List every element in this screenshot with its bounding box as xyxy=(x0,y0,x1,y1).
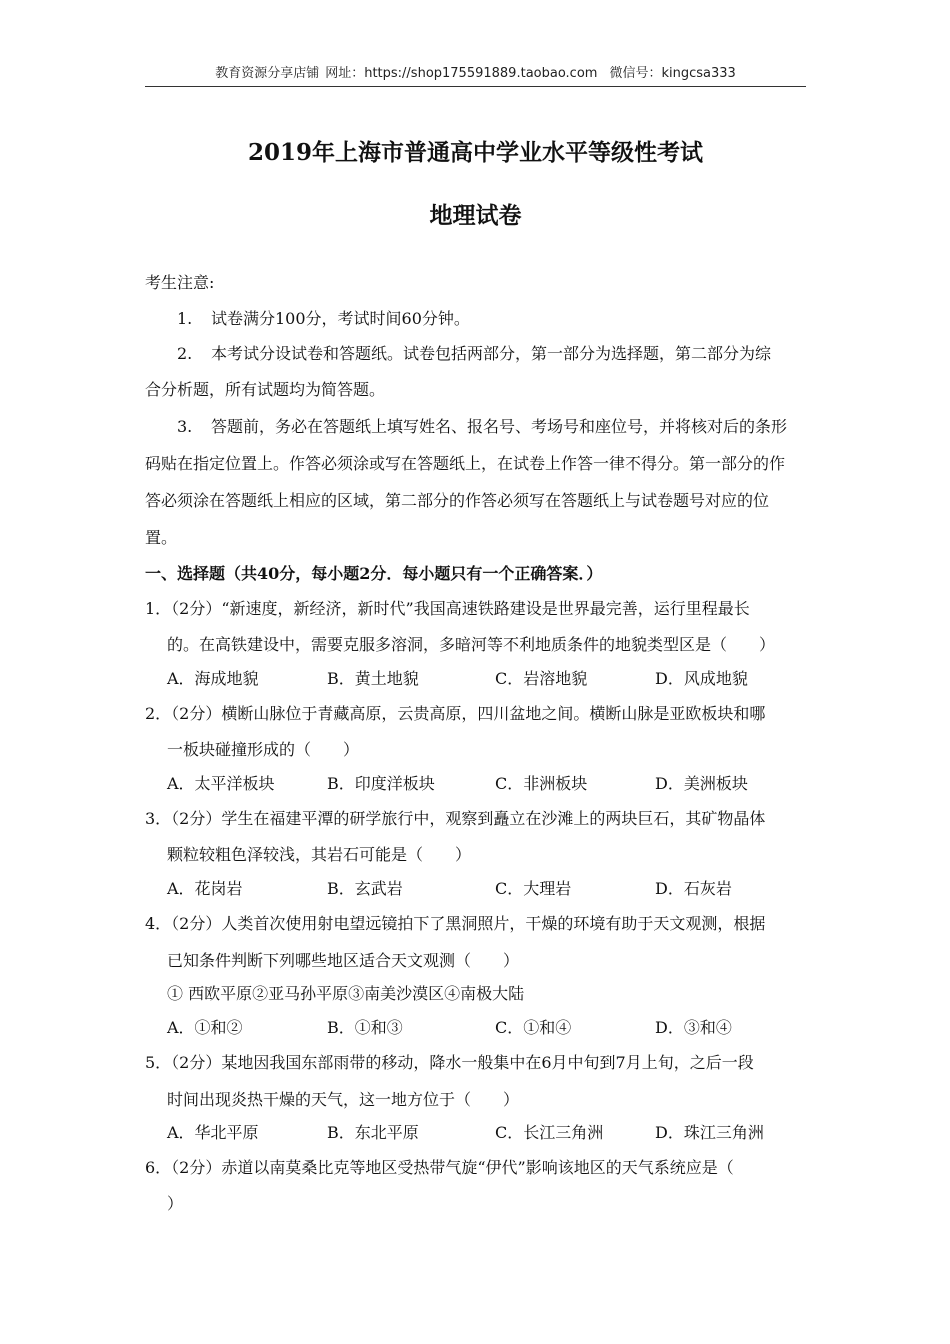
notice-item-number: 1. xyxy=(177,309,193,328)
notice-item-number: 3. xyxy=(177,417,193,436)
exam-subtitle: 地理试卷 xyxy=(429,202,522,229)
answer-option: B．黄土地貌 xyxy=(327,669,419,688)
notice-item-line: 本考试分设试卷和答题纸。试卷包括两部分，第一部分为选择题，第二部分为综 xyxy=(211,344,772,363)
answer-option: A．海成地貌 xyxy=(167,669,259,688)
answer-option: D．石灰岩 xyxy=(655,879,732,898)
notice-item-line: 置。 xyxy=(145,528,178,547)
answer-option: D．③和④ xyxy=(655,1018,732,1037)
notice-heading: 考生注意: xyxy=(145,273,215,292)
answer-option: C．长江三角洲 xyxy=(495,1123,604,1142)
header-divider xyxy=(145,86,806,87)
notice-item-number: 2. xyxy=(177,344,193,363)
answer-option: A．①和② xyxy=(167,1018,243,1037)
question-text: ） xyxy=(167,1194,184,1213)
answer-option: C．岩溶地貌 xyxy=(495,669,588,688)
section-heading: 一、选择题（共40分，每小题2分．每小题只有一个正确答案．） xyxy=(145,564,603,583)
notice-item-line: 码贴在指定位置上。作答必须涂或写在答题纸上，在试卷上作答一律不得分。第一部分的作 xyxy=(145,454,786,473)
answer-option: B．①和③ xyxy=(327,1018,403,1037)
header-site: 网址：https://shop175591889.taobao.com xyxy=(325,66,598,81)
answer-option: D．珠江三角洲 xyxy=(655,1123,764,1142)
header-wechat: 微信号：kingcsa333 xyxy=(609,66,736,81)
answer-option: B．印度洋板块 xyxy=(327,774,435,793)
question-text: 2．（2分）横断山脉位于青藏高原，云贵高原，四川盆地之间。横断山脉是亚欧板块和哪 xyxy=(145,704,766,723)
question-text: 的。在高铁建设中，需要克服多溶洞，多暗河等不利地质条件的地貌类型区是（ ） xyxy=(167,635,776,654)
question-text: 6．（2分）赤道以南莫桑比克等地区受热带气旋“伊代”影响该地区的天气系统应是（ xyxy=(145,1158,734,1177)
question-text: 1．（2分）“新速度，新经济，新时代”我国高速铁路建设是世界最完善，运行里程最长 xyxy=(145,599,750,618)
answer-option: C．非洲板块 xyxy=(495,774,588,793)
question-text: 3．（2分）学生在福建平潭的研学旅行中，观察到矗立在沙滩上的两块巨石，其矿物晶体 xyxy=(145,809,766,828)
question-text: 一板块碰撞形成的（ ） xyxy=(167,740,360,759)
answer-option: A．华北平原 xyxy=(167,1123,259,1142)
answer-option: C．①和④ xyxy=(495,1018,572,1037)
header-shop: 教育资源分享店铺 xyxy=(215,66,320,81)
answer-option: A．花岗岩 xyxy=(167,879,243,898)
question-text: 颗粒较粗色泽较浅，其岩石可能是（ ） xyxy=(167,845,472,864)
notice-item-line: 试卷满分100分，考试时间60分钟。 xyxy=(211,309,470,328)
answer-option: B．玄武岩 xyxy=(327,879,403,898)
answer-option: A．太平洋板块 xyxy=(167,774,275,793)
answer-option: C．大理岩 xyxy=(495,879,572,898)
exam-title: 2019年上海市普通高中学业水平等级性考试 xyxy=(247,139,703,166)
question-text: 已知条件判断下列哪些地区适合天文观测（ ） xyxy=(167,951,520,970)
question-text: 时间出现炎热干燥的天气，这一地方位于（ ） xyxy=(167,1090,520,1109)
answer-option: D．美洲板块 xyxy=(655,774,748,793)
page-header xyxy=(145,64,806,84)
answer-option: B．东北平原 xyxy=(327,1123,419,1142)
notice-item-line: 合分析题，所有试题均为简答题。 xyxy=(145,380,386,399)
notice-item-line: 答题前，务必在答题纸上填写姓名、报名号、考场号和座位号，并将核对后的条形 xyxy=(211,417,788,436)
question-text: 5．（2分）某地因我国东部雨带的移动，降水一般集中在6月中旬到7月上旬，之后一段 xyxy=(145,1053,754,1072)
question-text: 4．（2分）人类首次使用射电望远镜拍下了黑洞照片，干燥的环境有助于天文观测，根据 xyxy=(145,914,766,933)
notice-item-line: 答必须涂在答题纸上相应的区域，第二部分的作答必须写在答题纸上与试卷题号对应的位 xyxy=(145,491,770,510)
answer-option: D．风成地貌 xyxy=(655,669,748,688)
question-text: ① 西欧平原②亚马孙平原③南美沙漠区④南极大陆 xyxy=(167,984,525,1003)
